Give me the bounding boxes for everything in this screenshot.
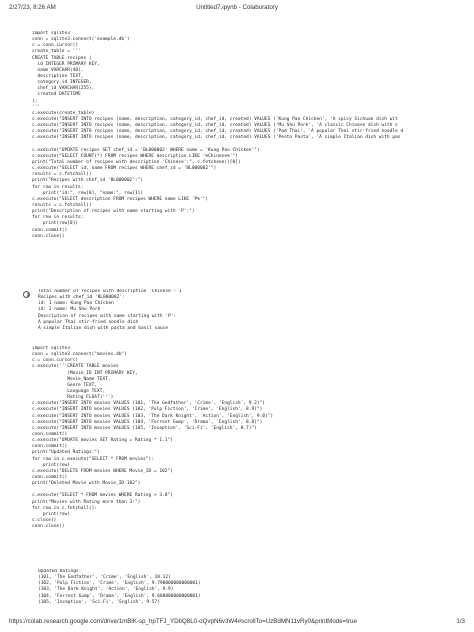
code-line: print("Recipes with chef_id 'BL000002':"): [32, 178, 144, 184]
code-line: c = conn.cursor(): [32, 358, 79, 364]
output-line: id: 1 name: Kung Pao Chicken: [38, 301, 114, 307]
code-line: c.execute("INSERT INTO movies VALUES (101, 'The Godfather', 'Crime', 'English', 9.2)"): [32, 401, 265, 407]
code-line: Movie_Name TEXT,: [32, 376, 111, 382]
code-line: print(row): [32, 462, 70, 468]
output-line: (105, 'Inception', 'Sci-Fi', 'English', 9.57): [38, 599, 160, 605]
code-line: print("Description of recipes with name starting with 'P':"): [32, 209, 195, 215]
code-line: chef_id VARCHAR(255),: [32, 86, 95, 92]
print-footer: [9, 618, 465, 628]
code-line: (Movie_ID INT PRIMARY KEY,: [32, 370, 138, 376]
code-line: created DATETIME: [32, 92, 81, 98]
code-line: c = conn.cursor(): [32, 43, 79, 49]
code-line: print("Deleted Movie with Movie_ID 102"): [32, 481, 141, 487]
code-line: conn.commit(): [32, 227, 68, 233]
output-line: A popular Thai stir-fried noodle dish: [38, 319, 139, 325]
output-line: (104, 'Forrest Gump', 'Drama', 'English', 9.680000000000001): [38, 593, 201, 599]
page-url: https://colab.research.google.com/drive/1mBlK-sp_hpTFJ_YDbQ8L0-oQvpN6v3W4#scrollTo=UzBdMN11vRy0&printMode=true: [9, 618, 357, 625]
code-line: c.execute("INSERT INTO recipes (name, description, category_id, chef_id, created) VALUES ('Pad Thai', 'A popular Thai stir-fried noodle d: [32, 129, 404, 135]
code-line: Language TEXT,: [32, 388, 106, 394]
code-line: print("Movies with Rating more than 3:"): [32, 499, 141, 505]
print-datetime: 2/27/23, 8:26 AM: [9, 4, 56, 11]
output-icon[interactable]: [23, 291, 30, 298]
output-cell-recipes: [38, 289, 456, 332]
code-line: c.execute("UPDATE recipes SET chef_id = 'BL000002' WHERE name = 'Kung Pao Chicken'"): [32, 147, 260, 153]
code-line: conn.commit(): [32, 444, 68, 450]
code-line: results = c.fetchall(): [32, 202, 92, 208]
code-line: c.execute("INSERT INTO recipes (name, description, category_id, chef_id, created) VALUES ('Mu Shu Pork', 'A classic Chinese dish with s: [32, 123, 398, 129]
code-line: c.execute("SELECT COUNT(*) FROM recipes WHERE description LIKE '%Chinese%'"): [32, 153, 238, 159]
output-line: Updated Ratings:: [38, 569, 82, 574]
code-line: Rating FLOAT)'''): [32, 395, 114, 401]
code-line: print("id:", row[0], "name:", row[1]): [32, 190, 144, 196]
output-line: A simple Italian dish with pasta and basil sauce: [38, 325, 169, 331]
code-line: print("Updated Ratings:"): [32, 450, 100, 456]
output-line: Description of recipes with name starting with 'P':: [38, 313, 177, 319]
code-line: description TEXT,: [32, 73, 84, 79]
code-line: c.execute('''CREATE TABLE movies: [32, 364, 119, 370]
code-line: c.execute("INSERT INTO movies VALUES (102, 'Pulp Fiction', 'Crime', 'English', 8.9)"): [32, 407, 263, 413]
code-line: c.execute("DELETE FROM movies WHERE Movie_ID = 102"): [32, 468, 173, 474]
code-line: conn = sqlite3.connect('example.db'): [32, 37, 130, 43]
code-line: for row in c.execute("SELECT * FROM movies"):: [32, 456, 154, 462]
code-line: c.execute("INSERT INTO recipes (name, description, category_id, chef_id, created) VALUES ('Kung Pao Chicken', 'A spicy Sichuan dish wit: [32, 116, 398, 122]
code-line: print(row[0]): [32, 221, 79, 227]
code-line: name VARCHAR(40),: [32, 67, 84, 73]
code-line: for row in c.fetchall():: [32, 505, 98, 511]
code-line: conn.commit(): [32, 474, 68, 480]
output-line: Total number of recipes with description 'Chinese': 1: [38, 289, 182, 294]
code-line: id INTEGER PRIMARY KEY,: [32, 61, 100, 67]
code-line: results = c.fetchall(): [32, 172, 92, 178]
code-line: import sqlite3: [32, 346, 70, 351]
output-line: (101, 'The Godfather', 'Crime', 'English', 10.12): [38, 575, 171, 581]
code-line: for row in results:: [32, 184, 84, 190]
code-line: print(row): [32, 511, 70, 517]
output-line: (102, 'Pulp Fiction', 'Crime', 'English', 9.790000000000001): [38, 581, 201, 587]
page-number: 1/3: [456, 618, 465, 625]
output-line: Recipes with chef_id 'BL000002':: [38, 295, 125, 301]
code-line: );: [32, 98, 38, 104]
code-line: create_table = ''': [32, 49, 81, 55]
output-cell-movies: [38, 569, 456, 606]
code-line: c.execute("INSERT INTO movies VALUES (105, 'Inception', 'Sci-Fi', 'English', 8.7)"): [32, 425, 257, 431]
code-line: print("Total number of recipes with description 'Chinese':", c.fetchone()[0]): [32, 159, 241, 165]
code-line: conn.close(): [32, 233, 65, 239]
code-line: category_id INTEGER,: [32, 80, 92, 86]
code-line: conn.close(): [32, 524, 65, 530]
code-line: conn.commit(): [32, 431, 68, 437]
code-line: c.close(): [32, 517, 57, 523]
notebook-title: Untitled7.ipynb - Colaboratory: [196, 4, 278, 11]
output-line: id: 2 name: Mu Shu Pork: [38, 307, 101, 313]
code-cell-movies[interactable]: [32, 346, 456, 530]
code-line: c.execute("SELECT * FROM movies WHERE Rating > 3.0"): [32, 493, 173, 499]
code-cell-recipes[interactable]: [32, 31, 456, 240]
code-line: c.execute("SELECT description FROM recipes WHERE name LIKE 'P%'"): [32, 196, 209, 202]
code-line: for row in results:: [32, 215, 84, 221]
code-line: import sqlite3: [32, 31, 70, 36]
code-line: c.execute("INSERT INTO movies VALUES (104, 'Forrest Gump', 'Drama', 'English', 8.8)"): [32, 419, 263, 425]
code-line: c.execute("UPDATE movies SET Rating = Rating * 1.1"): [32, 438, 173, 444]
output-line: (103, 'The Dark Knight', 'Action', 'English', 9.9): [38, 587, 174, 593]
code-line: c.execute("INSERT INTO movies VALUES (103, 'The Dark Knight', 'Action', 'English', 9.0)"): [32, 413, 274, 419]
code-line: Genre TEXT,: [32, 382, 98, 388]
code-line: c.execute(create_table): [32, 110, 95, 116]
code-line: ''': [32, 104, 41, 110]
code-line: c.execute("SELECT id, name FROM recipes WHERE chef_id = 'BL000002'"): [32, 166, 217, 172]
code-line: CREATE TABLE recipes (: [32, 55, 92, 61]
print-header: [9, 4, 465, 14]
code-line: c.execute("INSERT INTO recipes (name, description, category_id, chef_id, created) VALUES ('Pesto Pasta', 'A simple Italian dish with pas: [32, 135, 401, 141]
code-line: conn = sqlite3.connect("movies.db"): [32, 352, 127, 358]
